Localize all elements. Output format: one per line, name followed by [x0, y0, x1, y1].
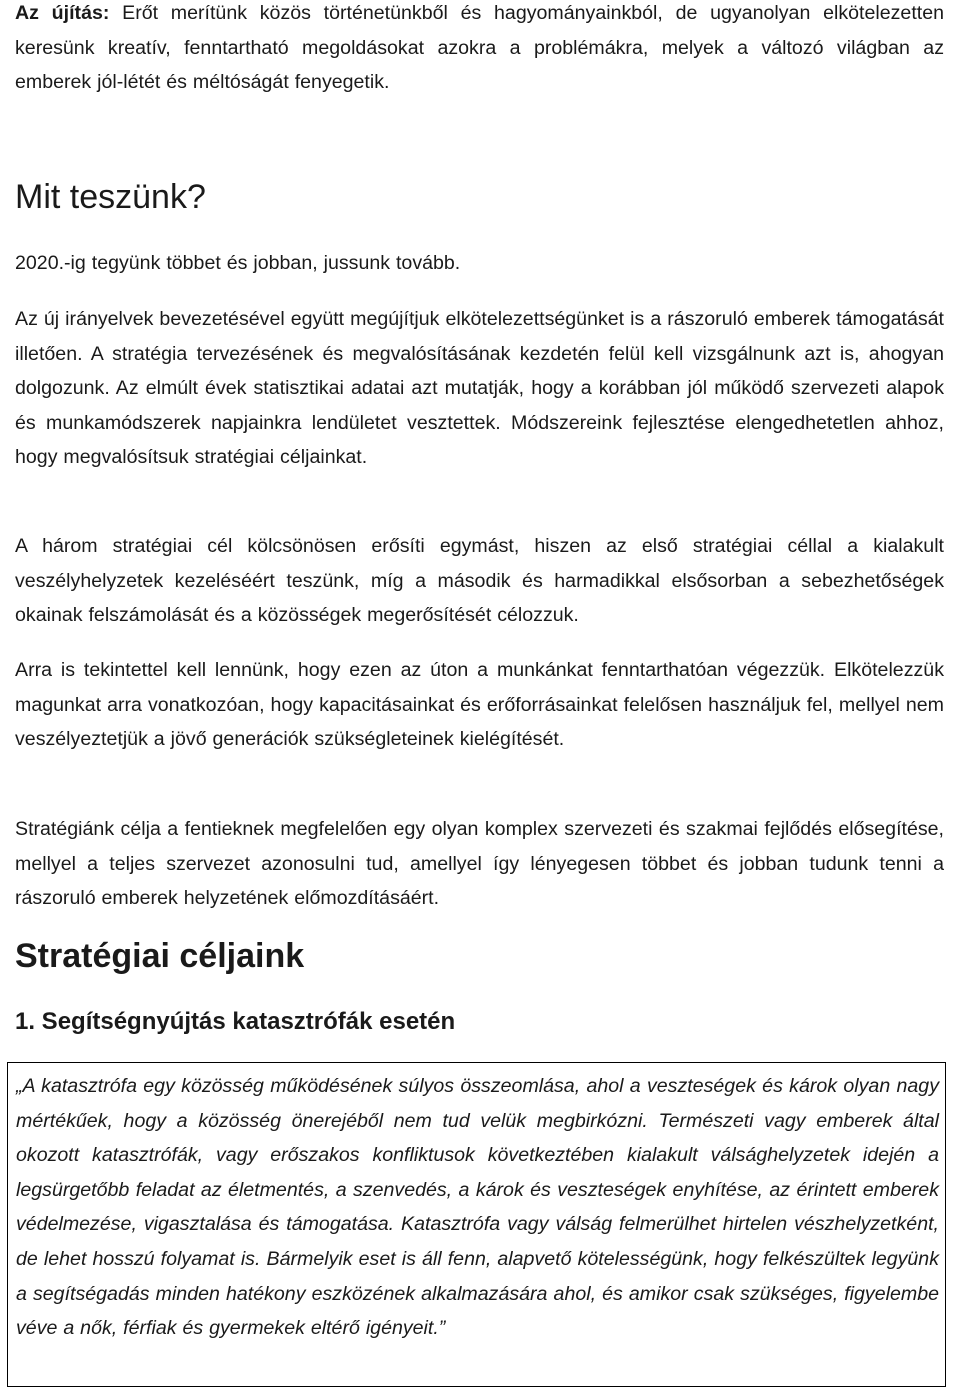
intro-text: Erőt merítünk közös történetünkből és hagyományainkból, de ugyanolyan elkötelezetten keresünk kreatív, fenntartható megoldásokat azokra a problémákra, melyek a változó világban az emberek jól-létét és méltóságát fenyegetik. [15, 2, 944, 93]
paragraph-fenntarthatosag: Arra is tekintettel kell lennünk, hogy ezen az úton a munkánkat fenntarthatóan végezzük. Elkötelezzük magunkat arra vonatkozóan, hogy kapacitásainkat és erőforrásainkat felelősen használjuk fel, mellyel nem veszélyeztetjük a jövő generációk szükségleteinek kielégítését. [15, 659, 944, 750]
intro-paragraph [15, 0, 944, 100]
heading-segitsegnyujtas: 1. Segítségnyújtás katasztrófák esetén [15, 1008, 456, 1035]
heading-mit-teszunk: Mit teszünk? [15, 178, 206, 216]
intro-label: Az újítás: [15, 2, 110, 24]
heading-strategiai-celjaink: Stratégiai céljaink [15, 937, 305, 975]
paragraph-strategia-celja: Stratégiánk célja a fentieknek megfelelően egy olyan komplex szervezeti és szakmai fejlődés elősegítése, mellyel a teljes szervezet azonosulni tud, amellyel így lényegesen többet és jobban tudunk tenni a rászoruló emberek helyzetének előmozdításáért. [15, 818, 944, 909]
paragraph-2020: 2020.-ig tegyünk többet és jobban, jussunk tovább. [15, 252, 461, 274]
quote-text: „A katasztrófa egy közösség működésének súlyos összeomlása, ahol a veszteségek és károk olyan nagy mértékűek, hogy a közösség önerejéből nem tud velük megbirkózni. Természeti vagy emberek által okozott katasztrófák, vagy erőszakos konfliktusok következtében kialakult válsághelyzetek idején a legsürgetőbb feladat az életmentés, a szenvedés, a károk és veszteségek enyhítése, az érintett emberek védelmezése, vigasztalása és támogatása. Katasztrófa vagy válság felmerülhet hirtelen vészhelyzetként, de lehet hosszú folyamat is. Bármelyik eset is áll fenn, alapvető kötelességünk, hogy felkészültek legyünk a segítségadás minden hatékony eszközének alkalmazására ahol, és amikor csak szükséges, figyelembe véve a nők, férfiak és gyermekek eltérő igényeit.” [16, 1075, 939, 1340]
paragraph-harom-cel: A három stratégiai cél kölcsönösen erősíti egymást, hiszen az első stratégiai céllal a kialakult veszélyhelyzetek kezeléséért teszünk, míg a második és harmadikkal elsősorban a sebezhetőségek okainak felszámolását és a közösségek megerősítését célozzuk. [15, 535, 944, 626]
definition-quote-box [7, 1062, 946, 1387]
paragraph-iranyelvek: Az új irányelvek bevezetésével együtt megújítjuk elkötelezettségünket is a rászoruló emberek támogatását illetően. A stratégia tervezésének és megvalósításának kezdetén felül kell vizsgálnunk azt is, ahogyan dolgozunk. Az elmúlt évek statisztikai adatai azt mutatják, hogy a korábban jól működő szervezeti alapok és munkamódszerek napjainkra lendületet vesztettek. Módszereink fejlesztése elengedhetetlen ahhoz, hogy megvalósítsuk stratégiai céljainkat. [15, 308, 944, 468]
